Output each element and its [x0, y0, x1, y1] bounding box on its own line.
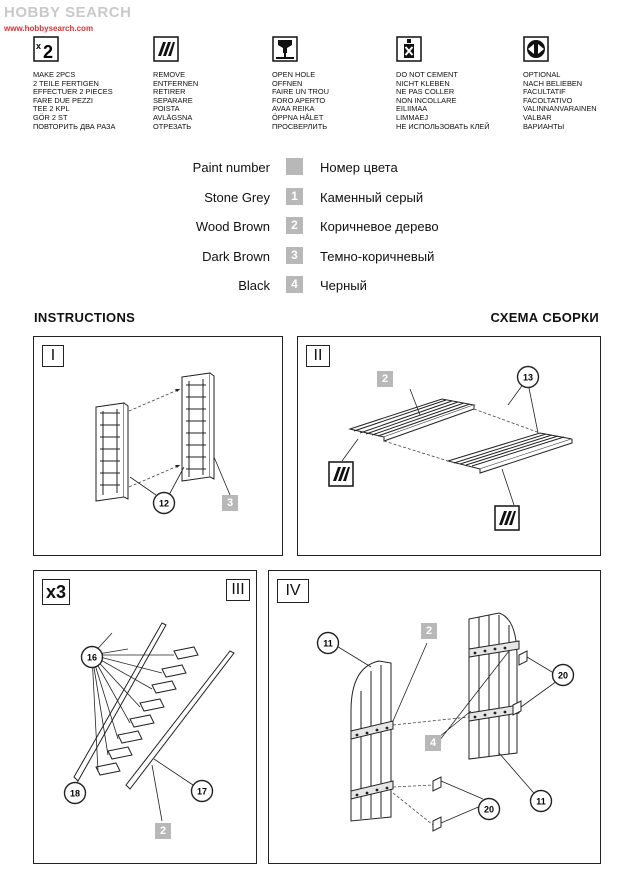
- legend-text: OPEN HOLE OFFNEN FAIRE UN TROU FORO APERTO AVAA REIKA ÖPPNA HÅLET ПРОСВЕРЛИТЬ: [272, 70, 329, 131]
- part-callout-20: [551, 663, 575, 687]
- color-callout-2: 2: [155, 823, 171, 839]
- paint-name-ru: Черный: [320, 278, 367, 293]
- paint-row-1: [0, 188, 633, 210]
- paint-swatch: 4: [286, 276, 303, 293]
- panel-step-1: [33, 336, 283, 556]
- watermark-logo: [4, 4, 131, 21]
- paint-name-ru: Темно-коричневый: [320, 249, 435, 264]
- paint-row-4: [0, 276, 633, 298]
- callout-label: 16: [86, 652, 98, 663]
- step4-illustration: [269, 571, 600, 863]
- legend-text: DO NOT CEMENT NICHT KLEBEN NE PAS COLLER NON INCOLLARE EILIIMAA LIMMAEJ НЕ ИСПОЛЬЗОВАТЬ КЛЕЙ: [396, 70, 490, 131]
- legend-text: MAKE 2PCS 2 TEILE FERTIGEN EFFECTUER 2 PIECES FARE DUE PEZZI TEE 2 KPL GÖR 2 ST ПОВТОРИТЬ ДВА РАЗА: [33, 70, 116, 131]
- no-cement-icon: [396, 36, 422, 62]
- step-number: II: [306, 345, 330, 367]
- part-callout-13: [516, 365, 540, 389]
- instructions-header: INSTRUCTIONS: [34, 310, 136, 325]
- paint-name-en: Dark Brown: [202, 249, 270, 264]
- callout-label: 11: [536, 796, 546, 807]
- watermark-logo-text: HOBBY SEARCH: [4, 4, 132, 21]
- legend-make2: [33, 36, 143, 131]
- color-callout-2: 2: [421, 623, 437, 639]
- part-callout-16: [80, 645, 104, 669]
- svg-text:x: x: [36, 41, 42, 51]
- paint-swatch: 3: [286, 247, 303, 264]
- legend-text: OPTIONAL NACH BELIEBEN FACULTATIF FACOLTATIVO VALINNANVARAINEN VALBAR ВАРИАНТЫ: [523, 70, 597, 131]
- callout-label: 18: [69, 788, 81, 799]
- legend-openhole: [272, 36, 382, 131]
- part-callout-18: [63, 781, 87, 805]
- color-callout-3: 3: [222, 495, 238, 511]
- panel-step-4: [268, 570, 601, 864]
- part-callout-17: [190, 779, 214, 803]
- paint-name-en: Paint number: [192, 160, 270, 175]
- paint-name-en: Wood Brown: [195, 219, 270, 234]
- cut-icon: [494, 505, 520, 531]
- instructions-header-ru: СХЕМА СБОРКИ: [490, 310, 599, 325]
- step-number: III: [226, 579, 250, 601]
- x2-icon: [33, 36, 59, 62]
- paint-row-header: [0, 158, 633, 180]
- paint-name-ru: Номер цвета: [320, 160, 398, 175]
- panel-step-2: [297, 336, 601, 556]
- paint-row-3: [0, 247, 633, 269]
- paint-swatch: [286, 158, 303, 175]
- color-callout-4: 4: [425, 735, 441, 751]
- part-callout-11: [316, 631, 340, 655]
- paint-name-ru: Коричневое дерево: [320, 219, 439, 234]
- step2-illustration: [298, 337, 600, 555]
- step3-illustration: [34, 571, 256, 863]
- panel-step-3: [33, 570, 257, 864]
- callout-label: 11: [323, 638, 333, 649]
- part-callout-11: [529, 789, 553, 813]
- cut-icon: [153, 36, 179, 62]
- paint-swatch: 1: [286, 188, 303, 205]
- paint-row-2: [0, 217, 633, 239]
- optional-icon: [523, 36, 549, 62]
- part-callout-20: [477, 797, 501, 821]
- legend-text: REMOVE ENTFERNEN RETIRER SEPARARE POISTA AVLÄGSNA ОТРЕЗАТЬ: [153, 70, 199, 131]
- paint-name-en: Black: [238, 278, 270, 293]
- drill-icon: [272, 36, 298, 62]
- svg-text:2: 2: [43, 42, 54, 62]
- callout-label: 20: [483, 804, 495, 815]
- legend-nocement: [396, 36, 506, 131]
- cut-icon: [328, 461, 354, 487]
- paint-name-en: Stone Grey: [204, 190, 270, 205]
- callout-label: 13: [522, 372, 534, 383]
- paint-swatch: 2: [286, 217, 303, 234]
- color-callout-2: 2: [377, 371, 393, 387]
- step-number: IV: [277, 579, 309, 603]
- callout-label: 20: [557, 670, 569, 681]
- legend-optional: [523, 36, 633, 131]
- step-multiplier: x3: [42, 579, 70, 605]
- callout-label: 12: [158, 498, 170, 509]
- watermark-url: www.hobbysearch.com: [4, 24, 94, 33]
- legend-remove: [153, 36, 263, 131]
- callout-label: 17: [196, 786, 208, 797]
- step-number: I: [42, 345, 64, 367]
- paint-name-ru: Каменный серый: [320, 190, 424, 205]
- leader-line: [34, 337, 282, 555]
